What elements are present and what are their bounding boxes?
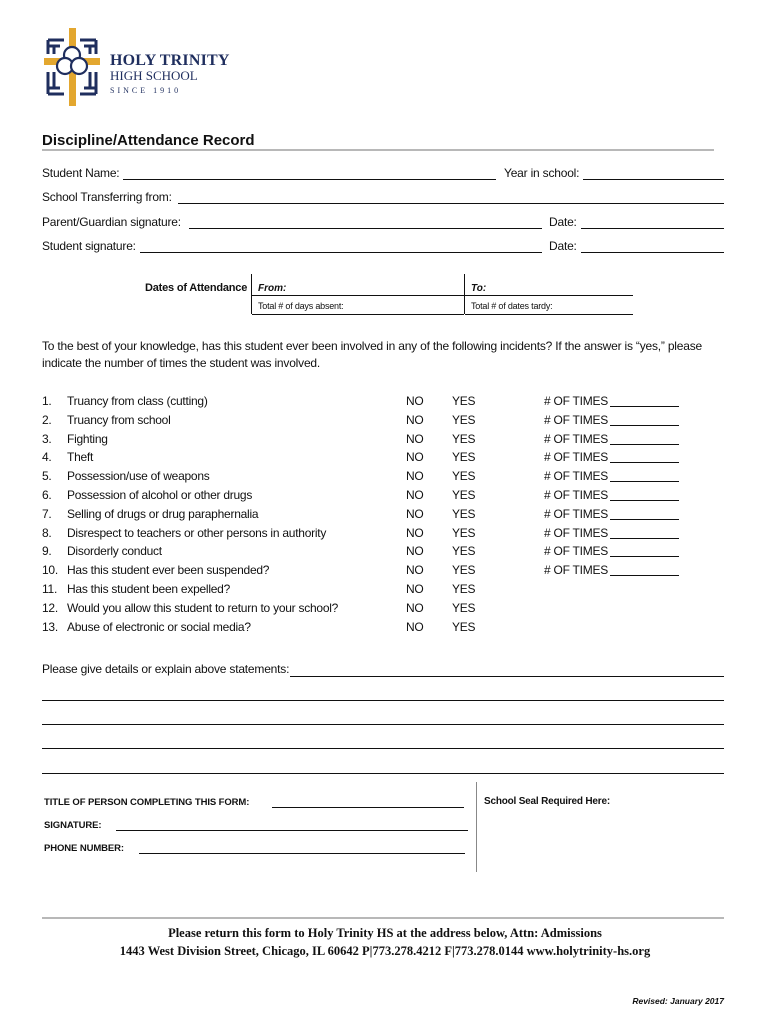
times-label: # OF TIMES bbox=[544, 450, 608, 465]
attendance-from-field[interactable] bbox=[252, 295, 464, 296]
student-date-field[interactable] bbox=[581, 252, 724, 253]
revised-date: Revised: January 2017 bbox=[632, 996, 724, 1006]
times-field[interactable] bbox=[610, 556, 679, 557]
yes-option[interactable]: YES bbox=[452, 619, 476, 634]
no-option[interactable]: NO bbox=[406, 525, 424, 540]
incident-text: Truancy from school bbox=[67, 412, 171, 427]
attendance-divider-to bbox=[464, 274, 465, 314]
no-option[interactable]: NO bbox=[406, 600, 424, 615]
incident-number: 2. bbox=[42, 412, 52, 427]
yes-option[interactable]: YES bbox=[452, 487, 476, 502]
yes-option[interactable]: YES bbox=[452, 581, 476, 596]
no-option[interactable]: NO bbox=[406, 412, 424, 427]
no-option[interactable]: NO bbox=[406, 394, 424, 408]
incident-row bbox=[42, 601, 722, 620]
incident-row bbox=[42, 544, 722, 563]
incident-row bbox=[42, 507, 722, 526]
incident-text: Truancy from class (cutting) bbox=[67, 394, 208, 408]
school-logo-mark bbox=[42, 26, 102, 108]
times-field[interactable] bbox=[610, 538, 679, 539]
parent-signature-label: Parent/Guardian signature: bbox=[42, 215, 181, 229]
seal-divider bbox=[476, 782, 477, 872]
incident-number: 11. bbox=[42, 581, 58, 596]
dates-tardy-label: Total # of dates tardy: bbox=[471, 301, 553, 311]
incident-text: Disrespect to teachers or other persons in authority bbox=[67, 525, 327, 540]
days-absent-field[interactable] bbox=[252, 314, 464, 315]
school-transferring-label: School Transferring from: bbox=[42, 190, 172, 204]
incident-text: Possession/use of weapons bbox=[67, 469, 210, 484]
incident-text: Would you allow this student to return to your school? bbox=[67, 600, 339, 615]
times-field[interactable] bbox=[610, 575, 679, 576]
times-field[interactable] bbox=[610, 444, 679, 445]
title-of-person-label: TITLE OF PERSON COMPLETING THIS FORM: bbox=[44, 797, 250, 808]
dates-tardy-field[interactable] bbox=[465, 314, 633, 315]
title-divider bbox=[42, 149, 714, 151]
times-label: # OF TIMES bbox=[544, 431, 608, 446]
logo-school-name: HOLY TRINITY bbox=[110, 52, 230, 69]
parent-date-field[interactable] bbox=[581, 228, 724, 229]
student-signature-field[interactable] bbox=[140, 252, 542, 253]
attendance-from-label: From: bbox=[258, 283, 287, 294]
incident-text: Fighting bbox=[67, 431, 108, 446]
details-line-4[interactable] bbox=[42, 748, 724, 749]
times-field[interactable] bbox=[610, 500, 679, 501]
logo-school-subtitle: HIGH SCHOOL bbox=[110, 68, 198, 83]
incident-number: 6. bbox=[42, 487, 52, 502]
details-line-2[interactable] bbox=[42, 700, 724, 701]
yes-option[interactable]: YES bbox=[452, 563, 476, 578]
incident-number: 1. bbox=[42, 394, 52, 408]
footer-divider bbox=[42, 917, 724, 919]
signature-label: SIGNATURE: bbox=[44, 820, 102, 831]
times-field[interactable] bbox=[610, 462, 679, 463]
incident-number: 7. bbox=[42, 506, 52, 521]
times-label: # OF TIMES bbox=[544, 563, 608, 578]
yes-option[interactable]: YES bbox=[452, 412, 476, 427]
no-option[interactable]: NO bbox=[406, 619, 424, 634]
times-label: # OF TIMES bbox=[544, 394, 608, 408]
times-label: # OF TIMES bbox=[544, 525, 608, 540]
signature-field[interactable] bbox=[116, 830, 468, 831]
details-line-1[interactable] bbox=[290, 676, 724, 677]
footer-address: 1443 West Division Street, Chicago, IL 60642 P|773.278.4212 F|773.278.0144 www.holytrinity-hs.org bbox=[119, 944, 651, 958]
year-in-school-field[interactable] bbox=[583, 179, 724, 180]
times-field[interactable] bbox=[610, 519, 679, 520]
incident-row bbox=[42, 450, 722, 469]
incident-row bbox=[42, 488, 722, 507]
incident-row bbox=[42, 582, 722, 601]
details-label: Please give details or explain above statements: bbox=[42, 662, 290, 676]
attendance-divider-from bbox=[251, 274, 252, 314]
incident-number: 10. bbox=[42, 563, 58, 578]
yes-option[interactable]: YES bbox=[452, 600, 476, 615]
parent-signature-field[interactable] bbox=[189, 228, 542, 229]
incident-number: 4. bbox=[42, 450, 52, 465]
school-seal-label: School Seal Required Here: bbox=[484, 796, 610, 807]
student-date-label: Date: bbox=[549, 239, 577, 253]
incident-row bbox=[42, 526, 722, 545]
incident-row bbox=[42, 563, 722, 582]
no-option[interactable]: NO bbox=[406, 563, 424, 578]
incident-row bbox=[42, 620, 722, 639]
incident-row bbox=[42, 469, 722, 488]
no-option[interactable]: NO bbox=[406, 487, 424, 502]
times-label: # OF TIMES bbox=[544, 487, 608, 502]
no-option[interactable]: NO bbox=[406, 431, 424, 446]
incident-number: 8. bbox=[42, 525, 52, 540]
times-label: # OF TIMES bbox=[544, 544, 608, 559]
incident-row bbox=[42, 432, 722, 451]
incident-row bbox=[42, 394, 722, 413]
times-field[interactable] bbox=[610, 425, 679, 426]
footer-return-instructions: Please return this form to Holy Trinity HS at the address below, Attn: Admissions bbox=[168, 926, 602, 940]
no-option[interactable]: NO bbox=[406, 544, 424, 559]
yes-option[interactable]: YES bbox=[452, 431, 476, 446]
days-absent-label: Total # of days absent: bbox=[258, 301, 344, 311]
yes-option[interactable]: YES bbox=[452, 469, 476, 484]
incident-text: Possession of alcohol or other drugs bbox=[67, 487, 253, 502]
attendance-to-label: To: bbox=[471, 283, 487, 294]
no-option[interactable]: NO bbox=[406, 581, 424, 596]
incident-row bbox=[42, 413, 722, 432]
student-signature-label: Student signature: bbox=[42, 239, 136, 253]
phone-number-label: PHONE NUMBER: bbox=[44, 843, 124, 854]
details-line-3[interactable] bbox=[42, 724, 724, 725]
parent-date-label: Date: bbox=[549, 215, 577, 229]
times-field[interactable] bbox=[610, 406, 679, 407]
incident-number: 3. bbox=[42, 431, 52, 446]
school-transferring-field[interactable] bbox=[178, 203, 724, 204]
incident-text: Abuse of electronic or social media? bbox=[67, 619, 251, 634]
phone-number-field[interactable] bbox=[139, 853, 465, 854]
times-label: # OF TIMES bbox=[544, 506, 608, 521]
student-name-field[interactable] bbox=[123, 179, 496, 180]
yes-option[interactable]: YES bbox=[452, 394, 476, 408]
yes-option[interactable]: YES bbox=[452, 525, 476, 540]
incident-number: 5. bbox=[42, 469, 52, 484]
incident-list bbox=[42, 394, 722, 638]
attendance-to-field[interactable] bbox=[465, 295, 633, 296]
incident-text: Selling of drugs or drug paraphernalia bbox=[67, 506, 259, 521]
incident-text: Has this student ever been suspended? bbox=[67, 563, 270, 578]
form-title: Discipline/Attendance Record bbox=[42, 132, 255, 149]
incident-number: 9. bbox=[42, 544, 52, 559]
no-option[interactable]: NO bbox=[406, 506, 424, 521]
incident-number: 12. bbox=[42, 600, 58, 615]
no-option[interactable]: NO bbox=[406, 450, 424, 465]
times-label: # OF TIMES bbox=[544, 469, 608, 484]
details-line-5[interactable] bbox=[42, 773, 724, 774]
yes-option[interactable]: YES bbox=[452, 450, 476, 465]
logo-since: SINCE 1910 bbox=[110, 86, 182, 95]
times-label: # OF TIMES bbox=[544, 412, 608, 427]
no-option[interactable]: NO bbox=[406, 469, 424, 484]
incident-text: Has this student been expelled? bbox=[67, 581, 231, 596]
incident-number: 13. bbox=[42, 619, 58, 634]
student-name-label: Student Name: bbox=[42, 166, 120, 180]
year-in-school-label: Year in school: bbox=[504, 166, 580, 180]
attendance-title: Dates of Attendance bbox=[145, 282, 248, 294]
yes-option[interactable]: YES bbox=[452, 506, 476, 521]
incident-text: Theft bbox=[67, 450, 94, 465]
title-of-person-field[interactable] bbox=[272, 807, 464, 808]
yes-option[interactable]: YES bbox=[452, 544, 476, 559]
incident-question: To the best of your knowledge, has this student ever been involved in any of the following incidents? If the answer is “yes,” please indicate the number of times the student was involved. bbox=[42, 339, 702, 370]
times-field[interactable] bbox=[610, 481, 679, 482]
incident-text: Disorderly conduct bbox=[67, 544, 162, 559]
